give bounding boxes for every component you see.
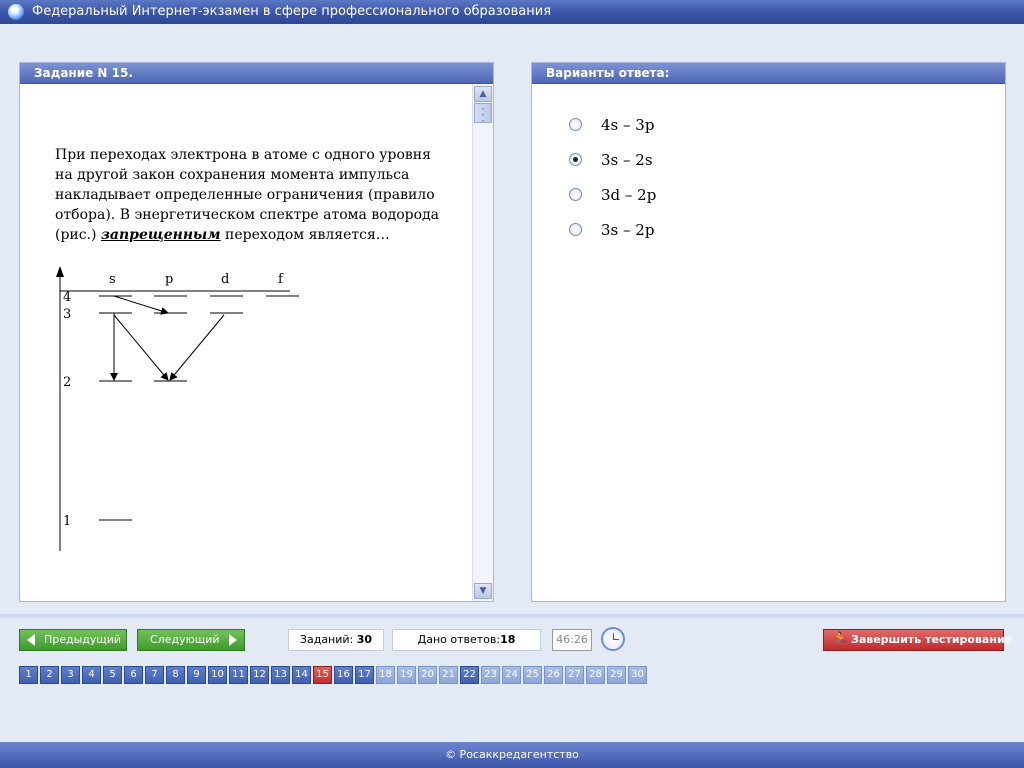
task-number-23[interactable]: 23 (481, 666, 500, 684)
tasks-total-box (288, 629, 384, 651)
finish-test-button[interactable] (823, 629, 1013, 651)
question-text-part-2: переходом является… (220, 227, 390, 243)
task-number-29[interactable]: 29 (607, 666, 626, 684)
answers-given-value: 18 (500, 633, 516, 646)
next-button-label: Следующий (150, 633, 220, 646)
toolbar-divider (0, 614, 1024, 620)
level-label-1: 1 (63, 514, 72, 529)
arrow-left-icon (27, 634, 35, 646)
column-label-p: p (165, 272, 174, 287)
question-text (55, 145, 440, 245)
answer-label-4[interactable]: 3s – 2p (601, 221, 655, 239)
question-text-part-1: При переходах электрона в атоме с одного уровня на другой закон сохранения момента импульса накладывает определенные ограничения (правило отбора). В энергетическом спектре атома водорода (рис.) (55, 147, 440, 243)
tasks-total-value: 30 (356, 633, 373, 646)
task-number-27[interactable]: 27 (565, 666, 584, 684)
transition-3s-2p (114, 315, 168, 380)
task-number-26[interactable]: 26 (544, 666, 563, 684)
energy-axis-arrow (56, 266, 64, 277)
task-panel (19, 62, 494, 602)
level-label-2: 2 (63, 375, 72, 390)
task-number-6[interactable]: 6 (124, 666, 143, 684)
answer-label-3[interactable]: 3d – 2p (601, 186, 657, 204)
task-number-14[interactable]: 14 (292, 666, 311, 684)
task-number-25[interactable]: 25 (523, 666, 542, 684)
task-number-15[interactable]: 15 (313, 666, 332, 684)
column-label-s: s (109, 272, 116, 287)
level-label-4: 4 (63, 290, 72, 305)
answers-given-box (392, 629, 541, 651)
task-number-24[interactable]: 24 (502, 666, 521, 684)
finish-test-label: Завершить тестирование (851, 633, 1013, 646)
task-number-9[interactable]: 9 (187, 666, 206, 684)
scroll-up-button[interactable]: ▲ (474, 86, 492, 102)
task-number-1[interactable]: 1 (19, 666, 38, 684)
answers-header: Варианты ответа: (532, 63, 1005, 84)
column-label-d: d (221, 272, 230, 287)
answers-panel (531, 62, 1006, 602)
previous-button[interactable] (19, 629, 127, 651)
task-number-8[interactable]: 8 (166, 666, 185, 684)
answer-radio-4[interactable] (569, 223, 582, 236)
task-number-22[interactable]: 22 (460, 666, 479, 684)
task-number-21[interactable]: 21 (439, 666, 458, 684)
answer-radio-2[interactable] (569, 153, 582, 166)
arrow-right-icon (229, 634, 237, 646)
task-number-2[interactable]: 2 (40, 666, 59, 684)
time-remaining: 46:26 (552, 629, 592, 651)
task-number-4[interactable]: 4 (82, 666, 101, 684)
level-label-3: 3 (63, 307, 72, 322)
question-forbidden-word: запрещенным (100, 227, 221, 243)
title-bar (0, 0, 1024, 24)
energy-level-diagram (54, 263, 314, 553)
task-number-7[interactable]: 7 (145, 666, 164, 684)
task-number-12[interactable]: 12 (250, 666, 269, 684)
task-number-19[interactable]: 19 (397, 666, 416, 684)
task-number-11[interactable]: 11 (229, 666, 248, 684)
next-button[interactable] (137, 629, 245, 651)
task-number-13[interactable]: 13 (271, 666, 290, 684)
answers-given-label: Дано ответов: (417, 633, 501, 646)
clock-icon (601, 627, 625, 651)
task-number-5[interactable]: 5 (103, 666, 122, 684)
running-man-icon: 🏃 (832, 632, 849, 647)
column-label-f: f (278, 272, 283, 287)
app-globe-icon (8, 4, 24, 20)
task-number-16[interactable]: 16 (334, 666, 353, 684)
previous-button-label: Предыдущий (44, 633, 122, 646)
transition-4s-3p (114, 296, 168, 313)
transition-3d-2p (170, 315, 224, 380)
answer-label-1[interactable]: 4s – 3p (601, 116, 655, 134)
task-number-10[interactable]: 10 (208, 666, 227, 684)
task-number-28[interactable]: 28 (586, 666, 605, 684)
window-title: Федеральный Интернет-экзамен в сфере профессионального образования (32, 4, 552, 19)
task-number-3[interactable]: 3 (61, 666, 80, 684)
scroll-down-button[interactable]: ▼ (474, 583, 492, 599)
task-header: Задание N 15. (20, 63, 493, 84)
scroll-thumb[interactable]: • • • (474, 103, 492, 123)
tasks-total-label: Заданий: (299, 633, 354, 646)
footer: © Росаккредагентство (0, 742, 1024, 768)
answer-radio-3[interactable] (569, 188, 582, 201)
task-scrollbar[interactable] (472, 84, 493, 601)
task-number-17[interactable]: 17 (355, 666, 374, 684)
task-number-20[interactable]: 20 (418, 666, 437, 684)
task-number-30[interactable]: 30 (628, 666, 647, 684)
task-number-18[interactable]: 18 (376, 666, 395, 684)
answer-radio-1[interactable] (569, 118, 582, 131)
answer-label-2[interactable]: 3s – 2s (601, 151, 653, 169)
